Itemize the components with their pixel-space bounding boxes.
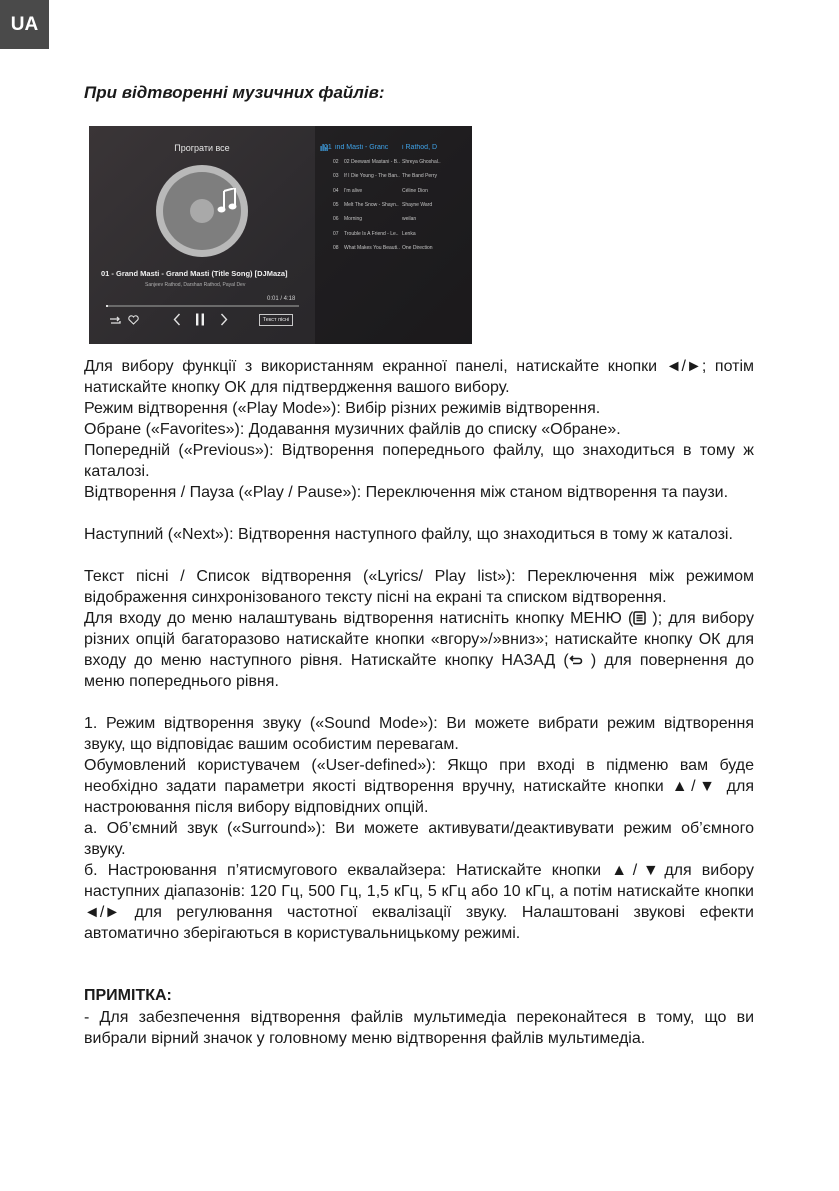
next-paragraph: Наступний («Next»): Відтворення наступного файлу, що знаходиться в тому ж каталозі.	[84, 526, 733, 543]
playlist-artist: The Band Perry	[402, 173, 438, 180]
intro-paragraph: Для вибору функції з використанням екранної панелі, натискайте кнопки ◄/►; потім натискайте кнопку ОК для підтвердження вашого вибору.	[84, 358, 754, 396]
playlist-item[interactable]	[315, 202, 472, 216]
playlist-artist: Lenka	[402, 230, 416, 237]
section-heading: При відтворенні музичних файлів:	[84, 83, 385, 102]
progress-bar[interactable]	[106, 305, 299, 307]
playlist-title: If I Die Young - The Ban..	[344, 173, 400, 180]
playlist-item[interactable]	[315, 216, 472, 230]
lyrics-button[interactable]: Текст пісні	[259, 314, 293, 326]
playlist-num: 08	[333, 244, 339, 251]
playlist-title: ind Masti - Granc	[335, 144, 389, 151]
play-pause-paragraph: Відтворення / Пауза («Play / Pause»): Переключення між станом відтворення та паузи.	[84, 484, 729, 501]
playlist-num: 07	[333, 230, 339, 237]
playlist-num: 01	[324, 144, 332, 151]
pause-icon[interactable]	[195, 313, 205, 326]
playlist-item-active[interactable]	[315, 144, 472, 158]
previous-paragraph: Попередній («Previous»): Відтворення попереднього файлу, що знаходиться в тому ж каталозі.	[84, 442, 754, 480]
playlist-title: What Makes You Beauti..	[344, 244, 400, 251]
favorites-paragraph: Обране («Favorites»): Додавання музичних файлів до списку «Обране».	[84, 421, 621, 438]
playlist-num: 03	[333, 173, 339, 180]
playlist-artist: Shayne Ward	[402, 201, 433, 208]
playlist-pane	[315, 126, 472, 344]
surround-paragraph: а. Об’ємний звук («Surround»): Ви можете активувати/деактивувати режим об’ємного звуку.	[84, 820, 754, 858]
playlist-artist: Shreya Ghoshal..	[402, 159, 441, 165]
playlist-title: Trouble Is A Friend - Le..	[344, 230, 399, 237]
tv-music-player-screenshot	[89, 126, 472, 344]
menu-icon	[633, 611, 646, 625]
music-note-icon	[217, 188, 237, 214]
menu-paragraph: Для входу до меню налаштувань відтворення натисніть кнопку МЕНЮ ( ); для вибору різних опцій багаторазово натискайте кнопки «вгору»/»вниз»; натискайте кнопку ОК для входу до меню наступного рівня. Натискайте кнопку НАЗАД ( ) для повернення до меню попереднього рівня.	[84, 610, 755, 690]
repeat-icon[interactable]	[108, 315, 122, 325]
previous-icon[interactable]	[173, 313, 181, 326]
sound-mode-paragraph: 1. Режим відтворення звуку («Sound Mode»): Ви можете вибрати режим відтворення звуку, що відповідає вашим особистим перевагам.	[84, 715, 754, 753]
playlist-item[interactable]	[315, 159, 472, 173]
playlist-num: 05	[333, 201, 339, 208]
player-pane	[89, 126, 315, 344]
track-artist: Sanjeev Rathod, Darshan Rathod, Payal Dev	[145, 282, 246, 288]
play-all-label[interactable]: Програти все	[174, 143, 230, 153]
playlist-title: 02 Deewani Mastani - B..	[344, 159, 400, 165]
progress-fill	[106, 305, 108, 307]
playlist-num: 06	[333, 216, 339, 223]
playlist-artist: i Rathod, D	[402, 144, 438, 151]
playlist-num: 04	[333, 187, 339, 194]
lyrics-paragraph: Текст пісні / Список відтворення («Lyrics/ Play list»): Переключення між режимом відображення синхронізованого тексту пісні на екрані та списком відтворення.	[84, 568, 754, 606]
back-icon	[569, 654, 583, 666]
playlist-artist: weilan	[402, 216, 417, 223]
playlist-artist: One Direction	[402, 244, 433, 251]
time-readout: 0:01 / 4:18	[267, 296, 296, 302]
playlist-title: Melt The Snow - Shayn..	[344, 201, 399, 208]
heart-icon[interactable]	[128, 315, 139, 325]
playlist-num: 02	[333, 159, 339, 165]
equalizer-paragraph: б. Настроювання п’ятисмугового еквалайзера: Натискайте кнопки ▲/▼для вибору наступних діапазонів: 120 Гц, 500 Гц, 1,5 кГц, 5 кГц або 10 кГц, а потім натискайте кнопки ◄/► для регулювання частотної еквалізації звуку. Налаштовані звукові ефекти автоматично зберігаються в користувальницькому режимі.	[84, 862, 754, 942]
playlist-item[interactable]	[315, 173, 472, 187]
playlist-artist: Céline Dion	[402, 187, 428, 194]
language-tab: UA	[0, 0, 49, 49]
playlist-item[interactable]	[315, 188, 472, 202]
playlist-title: Morning	[344, 216, 363, 223]
track-title: 01 - Grand Masti - Grand Masti (Title Song) [DJMaza]	[101, 269, 288, 278]
next-icon[interactable]	[220, 313, 228, 326]
playlist-item[interactable]	[315, 231, 472, 245]
playlist-title: I'm alive	[344, 187, 363, 194]
note-heading: ПРИМІТКА:	[84, 987, 172, 1004]
play-mode-paragraph: Режим відтворення («Play Mode»): Вибір різних режимів відтворення.	[84, 400, 601, 417]
user-defined-paragraph: Обумовлений користувачем («User-defined»): Якщо при вході в підменю вам буде необхідно задати параметри якості відтворення вручну, натискайте кнопки ▲/▼ для настроювання після вибору відповідних опцій.	[84, 757, 754, 816]
playlist-item[interactable]	[315, 245, 472, 259]
note-paragraph: - Для забезпечення відтворення файлів мультимедіа переконайтеся в тому, що ви вибрали вірний значок у головному меню відтворення файлів мультимедіа.	[84, 1009, 754, 1047]
